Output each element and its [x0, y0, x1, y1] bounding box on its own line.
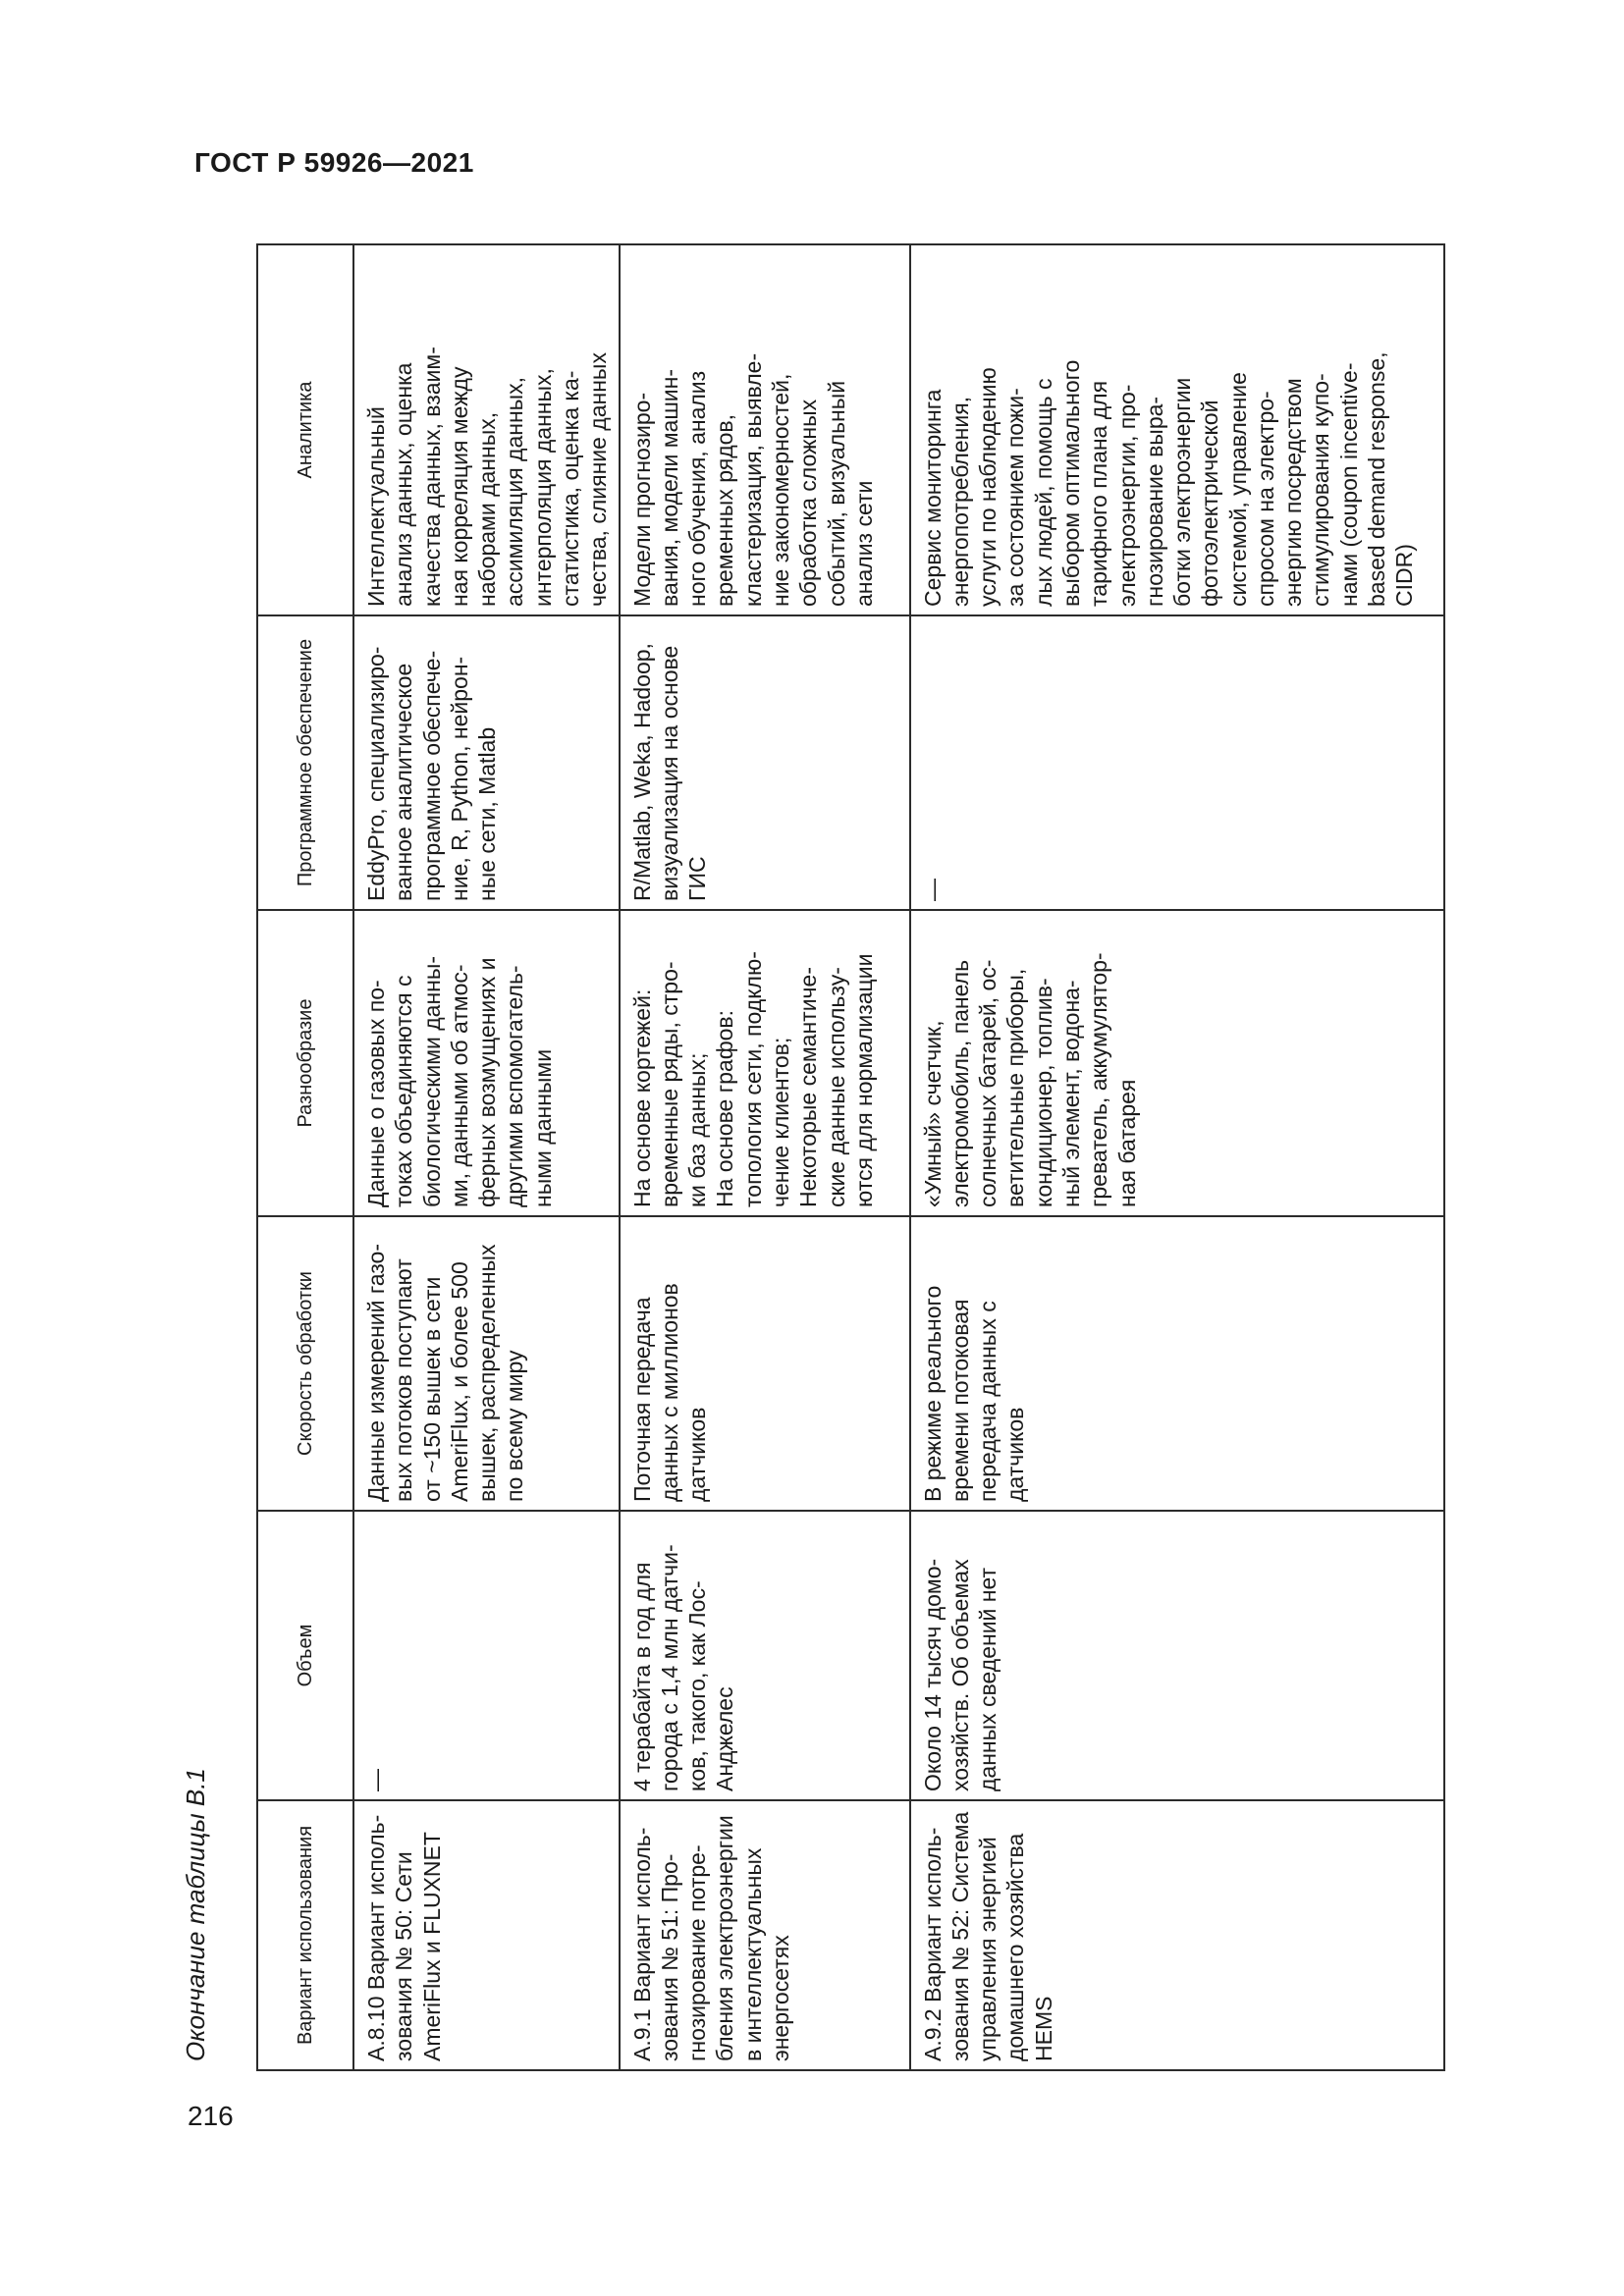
table-cell: —	[353, 1511, 620, 1800]
table-cell: На основе кортежей: временные ряды, стро- ки баз данных; На основе графов: топология сети, подклю- чение клиентов; Некоторые семантиче- ские данные использу- ются для нормализации	[620, 910, 910, 1216]
table-cell: А.9.2 Вариант исполь- зования № 52: Система управления энергией домашнего хозяйства HEMS	[910, 1800, 1444, 2070]
standard-header: ГОСТ Р 59926—2021	[194, 147, 474, 178]
table-row	[620, 244, 910, 2070]
table-cell: Поточная передача данных с миллионов датчиков	[620, 1216, 910, 1511]
table-cell: А.9.1 Вариант исполь- зования № 51: Про- гнозирование потре- бления электроэнергии в интеллектуальных энергосетях	[620, 1800, 910, 2070]
table-cell: В режиме реального времени потоковая передача данных с датчиков	[910, 1216, 1444, 1511]
table-cell: EddyPro, специализиро- ванное аналитическое программное обеспече- ние, R, Python, нейрон- ные сети, Matlab	[353, 615, 620, 910]
column-header: Программное обеспечение	[257, 615, 353, 910]
table-header-row	[257, 244, 353, 2070]
table-cell: 4 терабайта в год для города с 1,4 млн датчи- ков, такого, как Лос- Анджелес	[620, 1511, 910, 1800]
table-caption: Окончание таблицы В.1	[181, 1768, 210, 2061]
table-cell: Сервис мониторинга энергопотребления, услуги по наблюдению за состоянием пожи- лых людей, помощь с выбором оптимального тарифного плана для электроэнергии, про- гнозирование выра- ботки электроэнергии фотоэлектрической системой, управление спросом на электро- энергию посредством стимулирования купо- нами (coupon incentive- based demand response, CIDR)	[910, 244, 1444, 615]
table-cell: Около 14 тысяч домо- хозяйств. Об объемах данных сведений нет	[910, 1511, 1444, 1800]
table-cell: Данные измерений газо- вых потоков поступают от ~150 вышек в сети AmeriFlux, и более 500 вышек, распределенных по всему миру	[353, 1216, 620, 1511]
table-cell: «Умный» счетчик, электромобиль, панель солнечных батарей, ос- ветительные приборы, кондиционер, топлив- ный элемент, водона- греватель, аккумулятор- ная батарея	[910, 910, 1444, 1216]
table-cell: —	[910, 615, 1444, 910]
column-header: Объем	[257, 1511, 353, 1800]
table-cell: R/Matlab, Weka, Hadoop, визуализация на основе ГИС	[620, 615, 910, 910]
column-header: Разнообразие	[257, 910, 353, 1216]
rotated-table-container	[256, 245, 1428, 2071]
table-cell: Интеллектуальный анализ данных, оценка качества данных, взаим- ная корреляция между наборами данных, ассимиляция данных, интерполяция данных, статистика, оценка ка- чества, слияние данных	[353, 244, 620, 615]
table-cell: Модели прогнозиро- вания, модели машин- ного обучения, анализ временных рядов, кластеризация, выявле- ние закономерностей, обработка сложных событий, визуальный анализ сети	[620, 244, 910, 615]
column-header: Вариант использования	[257, 1800, 353, 2070]
table-row	[353, 244, 620, 2070]
table-row	[910, 244, 1444, 2070]
column-header: Скорость обработки	[257, 1216, 353, 1511]
column-header: Аналитика	[257, 244, 353, 615]
table-cell: Данные о газовых по- токах объединяются с биологическими данны- ми, данными об атмос- ферных возмущениях и другими вспомогатель- ными данными	[353, 910, 620, 1216]
data-table	[256, 243, 1445, 2071]
table-cell: А.8.10 Вариант исполь- зования № 50: Сети AmeriFlux и FLUXNET	[353, 1800, 620, 2070]
page-number: 216	[188, 2101, 234, 2131]
